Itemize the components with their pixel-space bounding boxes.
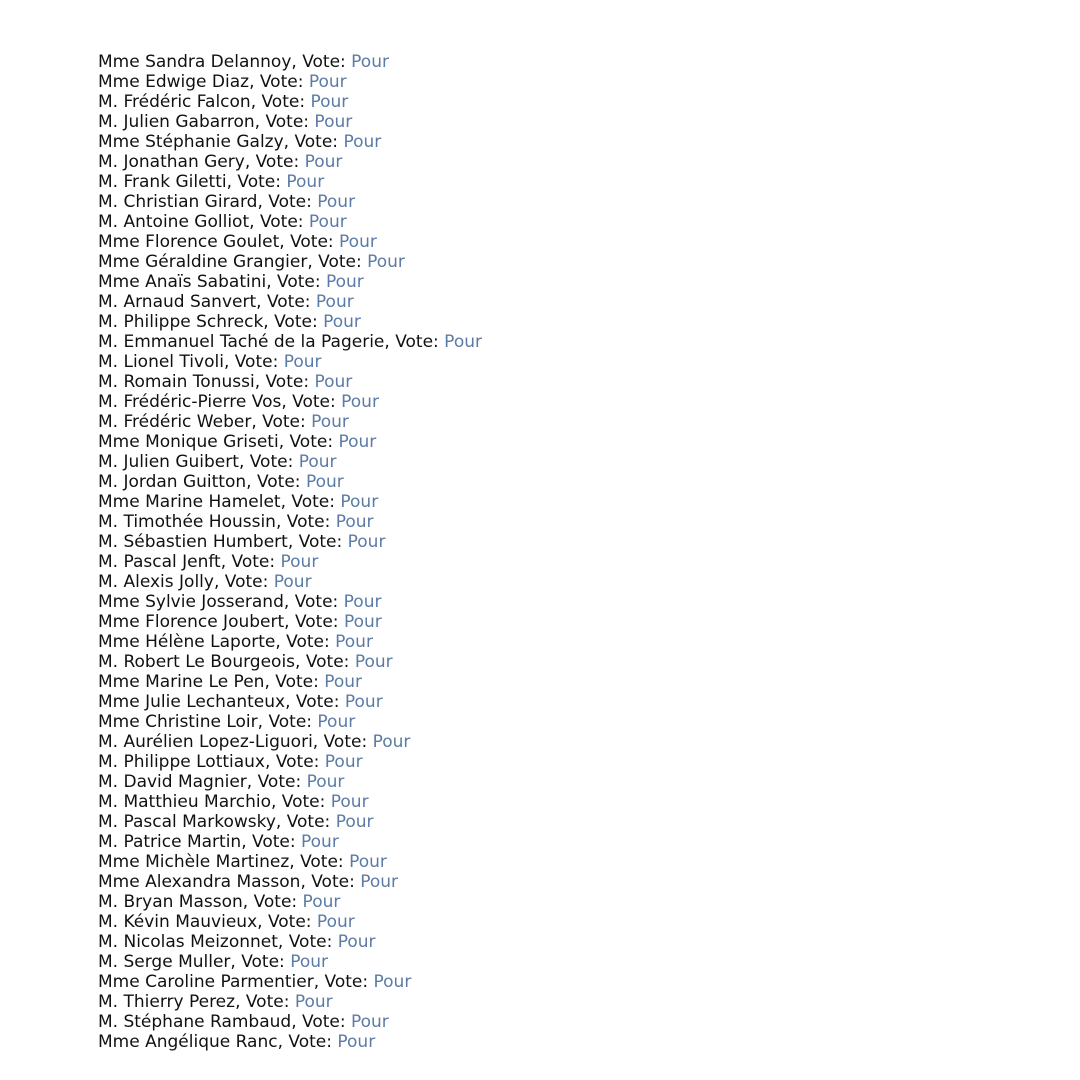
vote-label: Vote: [323, 732, 368, 752]
vote-row: Mme Marine Hamelet, Vote: Pour [98, 492, 379, 512]
vote-label: Vote: [286, 632, 330, 652]
deputy-name: Mme Florence Goulet [98, 232, 280, 252]
deputy-name: M. David Magnier [98, 772, 247, 792]
vote-row: M. Frank Giletti, Vote: Pour [98, 172, 325, 192]
vote-label: Vote: [291, 492, 335, 512]
vote-value: Pour [444, 332, 482, 352]
deputy-name: M. Christian Girard [98, 192, 258, 212]
vote-value: Pour [310, 92, 349, 112]
vote-label: Vote: [294, 592, 339, 612]
deputy-name: Mme Alexandra Masson [98, 872, 301, 892]
vote-row: M. Robert Le Bourgeois, Vote: Pour [98, 652, 393, 672]
vote-value: Pour [373, 972, 412, 992]
deputy-name: Mme Angélique Ranc [98, 1032, 278, 1052]
vote-row: Mme Hélène Laporte, Vote: Pour [98, 632, 373, 652]
vote-label: Vote: [292, 392, 336, 412]
deputy-name: M. Romain Tonussi [98, 372, 255, 392]
vote-row: M. Romain Tonussi, Vote: Pour [98, 372, 353, 392]
vote-label: Vote: [266, 292, 311, 312]
vote-value: Pour [343, 132, 382, 152]
vote-value: Pour [317, 192, 356, 212]
vote-label: Vote: [288, 1032, 332, 1052]
vote-row: M. Philippe Schreck, Vote: Pour [98, 312, 361, 332]
vote-row: Mme Michèle Martinez, Vote: Pour [98, 852, 387, 872]
vote-label: Vote: [294, 132, 339, 152]
vote-row: M. David Magnier, Vote: Pour [98, 772, 345, 792]
vote-label: Vote: [257, 772, 302, 792]
vote-row: M. Kévin Mauvieux, Vote: Pour [98, 912, 355, 932]
vote-value: Pour [343, 612, 382, 632]
vote-value: Pour [349, 852, 387, 872]
vote-value: Pour [298, 452, 337, 472]
deputy-name: M. Pascal Jenft [98, 552, 221, 572]
vote-row: M. Timothée Houssin, Vote: Pour [98, 512, 374, 532]
vote-row: Mme Christine Loir, Vote: Pour [98, 712, 356, 732]
vote-label: Vote: [259, 72, 304, 92]
vote-label: Vote: [265, 372, 310, 392]
vote-row: M. Emmanuel Taché de la Pagerie, Vote: Pour [98, 332, 482, 352]
vote-row: Mme Edwige Diaz, Vote: Pour [98, 72, 347, 92]
deputy-name: Mme Christine Loir [98, 712, 258, 732]
vote-value: Pour [337, 932, 376, 952]
vote-label: Vote: [305, 652, 350, 672]
vote-value: Pour [294, 992, 333, 1012]
deputy-name: M. Lionel Tivoli [98, 352, 224, 372]
vote-value: Pour [314, 112, 353, 132]
deputy-name: Mme Hélène Laporte [98, 632, 276, 652]
vote-row: Mme Angélique Ranc, Vote: Pour [98, 1032, 376, 1052]
deputy-name: Mme Sylvie Josserand [98, 592, 284, 612]
vote-label: Vote: [267, 912, 312, 932]
vote-row: M. Thierry Perez, Vote: Pour [98, 992, 333, 1012]
vote-value: Pour [283, 352, 322, 372]
vote-label: Vote: [281, 792, 326, 812]
vote-value: Pour [325, 272, 364, 292]
deputy-name: M. Philippe Schreck [98, 312, 264, 332]
vote-row: M. Jonathan Gery, Vote: Pour [98, 152, 343, 172]
vote-value: Pour [340, 492, 379, 512]
vote-label: Vote: [234, 352, 279, 372]
deputy-name: M. Robert Le Bourgeois [98, 652, 296, 672]
vote-value: Pour [324, 752, 363, 772]
vote-label: Vote: [302, 52, 346, 72]
vote-value: Pour [347, 532, 386, 552]
vote-label: Vote: [256, 472, 301, 492]
deputy-name: M. Jordan Guitton [98, 472, 247, 492]
vote-value: Pour [280, 552, 319, 572]
vote-row: M. Frédéric-Pierre Vos, Vote: Pour [98, 392, 379, 412]
vote-row: Mme Monique Griseti, Vote: Pour [98, 432, 377, 452]
vote-value: Pour [304, 152, 343, 172]
deputy-name: M. Emmanuel Taché de la Pagerie [98, 332, 385, 352]
vote-value: Pour [351, 52, 389, 72]
deputy-name: Mme Monique Griseti [98, 432, 279, 452]
vote-value: Pour [301, 832, 339, 852]
vote-row: Mme Caroline Parmentier, Vote: Pour [98, 972, 412, 992]
vote-row: M. Julien Gabarron, Vote: Pour [98, 112, 353, 132]
vote-label: Vote: [318, 252, 362, 272]
vote-value: Pour [335, 512, 374, 532]
deputy-name: M. Pascal Markowsky [98, 812, 276, 832]
vote-value: Pour [290, 952, 328, 972]
vote-label: Vote: [268, 712, 312, 732]
vote-value: Pour [341, 392, 379, 412]
deputy-name: Mme Julie Lechanteux [98, 692, 286, 712]
vote-value: Pour [286, 172, 325, 192]
deputy-name: M. Aurélien Lopez-Liguori [98, 732, 313, 752]
vote-label: Vote: [289, 432, 334, 452]
deputy-name: M. Nicolas Meizonnet [98, 932, 278, 952]
vote-value: Pour [343, 592, 382, 612]
deputy-name: Mme Florence Joubert [98, 612, 285, 632]
vote-value: Pour [338, 432, 377, 452]
vote-label: Vote: [288, 932, 333, 952]
vote-value: Pour [360, 872, 399, 892]
vote-label: Vote: [262, 412, 306, 432]
vote-value: Pour [315, 292, 354, 312]
vote-row: M. Bryan Masson, Vote: Pour [98, 892, 341, 912]
deputy-name: M. Frédéric-Pierre Vos [98, 392, 282, 412]
vote-value: Pour [308, 212, 347, 232]
deputy-name: M. Julien Guibert [98, 452, 239, 472]
vote-row: M. Philippe Lottiaux, Vote: Pour [98, 752, 363, 772]
vote-label: Vote: [231, 552, 276, 572]
vote-label: Vote: [224, 572, 269, 592]
vote-label: Vote: [265, 112, 310, 132]
deputy-name: M. Frédéric Weber [98, 412, 252, 432]
deputy-name: M. Antoine Golliot [98, 212, 250, 232]
deputy-name: M. Timothée Houssin [98, 512, 276, 532]
vote-value: Pour [316, 912, 355, 932]
vote-label: Vote: [253, 892, 298, 912]
deputy-name: M. Frédéric Falcon [98, 92, 251, 112]
vote-row: M. Julien Guibert, Vote: Pour [98, 452, 337, 472]
vote-label: Vote: [268, 192, 312, 212]
vote-row: M. Pascal Markowsky, Vote: Pour [98, 812, 374, 832]
vote-row: M. Sébastien Humbert, Vote: Pour [98, 532, 386, 552]
deputy-name: M. Matthieu Marchio [98, 792, 271, 812]
vote-label: Vote: [395, 332, 439, 352]
vote-row: M. Alexis Jolly, Vote: Pour [98, 572, 312, 592]
deputy-name: M. Julien Gabarron [98, 112, 255, 132]
vote-row: Mme Marine Le Pen, Vote: Pour [98, 672, 363, 692]
vote-value: Pour [324, 672, 363, 692]
vote-row: M. Nicolas Meizonnet, Vote: Pour [98, 932, 376, 952]
vote-label: Vote: [302, 1012, 346, 1032]
deputy-name: Mme Anaïs Sabatini [98, 272, 267, 292]
vote-row: M. Matthieu Marchio, Vote: Pour [98, 792, 369, 812]
vote-row: M. Arnaud Sanvert, Vote: Pour [98, 292, 354, 312]
deputy-name: M. Kévin Mauvieux [98, 912, 258, 932]
deputy-name: M. Bryan Masson [98, 892, 243, 912]
vote-value: Pour [335, 812, 374, 832]
vote-row: M. Antoine Golliot, Vote: Pour [98, 212, 347, 232]
vote-value: Pour [308, 72, 347, 92]
vote-row: M. Jordan Guitton, Vote: Pour [98, 472, 344, 492]
vote-value: Pour [323, 312, 361, 332]
vote-row: Mme Géraldine Grangier, Vote: Pour [98, 252, 405, 272]
vote-row: Mme Florence Goulet, Vote: Pour [98, 232, 377, 252]
vote-label: Vote: [249, 452, 294, 472]
deputy-name: Mme Marine Le Pen [98, 672, 265, 692]
vote-label: Vote: [237, 172, 281, 192]
vote-value: Pour [302, 892, 341, 912]
vote-label: Vote: [324, 972, 369, 992]
deputy-name: M. Arnaud Sanvert [98, 292, 257, 312]
vote-list [98, 52, 482, 1052]
vote-row: Mme Stéphanie Galzy, Vote: Pour [98, 132, 382, 152]
vote-label: Vote: [275, 672, 319, 692]
deputy-name: M. Frank Giletti [98, 172, 227, 192]
deputy-name: M. Alexis Jolly [98, 572, 214, 592]
vote-value: Pour [354, 652, 393, 672]
deputy-name: Mme Caroline Parmentier [98, 972, 314, 992]
vote-row: M. Serge Muller, Vote: Pour [98, 952, 328, 972]
vote-value: Pour [311, 412, 349, 432]
vote-row: M. Patrice Martin, Vote: Pour [98, 832, 339, 852]
vote-label: Vote: [255, 152, 300, 172]
vote-row: Mme Sylvie Josserand, Vote: Pour [98, 592, 382, 612]
vote-row: Mme Julie Lechanteux, Vote: Pour [98, 692, 383, 712]
vote-value: Pour [306, 772, 345, 792]
deputy-name: M. Patrice Martin [98, 832, 242, 852]
vote-value: Pour [337, 1032, 376, 1052]
vote-value: Pour [317, 712, 356, 732]
deputy-name: Mme Marine Hamelet [98, 492, 281, 512]
vote-label: Vote: [245, 992, 290, 1012]
deputy-name: M. Serge Muller [98, 952, 231, 972]
vote-row: M. Stéphane Rambaud, Vote: Pour [98, 1012, 389, 1032]
deputy-name: M. Thierry Perez [98, 992, 236, 1012]
deputy-name: M. Jonathan Gery [98, 152, 245, 172]
vote-row: M. Frédéric Weber, Vote: Pour [98, 412, 349, 432]
deputy-name: Mme Géraldine Grangier [98, 252, 308, 272]
vote-row: M. Frédéric Falcon, Vote: Pour [98, 92, 349, 112]
vote-label: Vote: [261, 92, 306, 112]
vote-value: Pour [314, 372, 353, 392]
vote-label: Vote: [311, 872, 355, 892]
vote-label: Vote: [241, 952, 285, 972]
vote-label: Vote: [290, 232, 334, 252]
vote-row: M. Aurélien Lopez-Liguori, Vote: Pour [98, 732, 411, 752]
vote-label: Vote: [252, 832, 296, 852]
vote-label: Vote: [294, 612, 339, 632]
vote-value: Pour [305, 472, 344, 492]
deputy-name: M. Stéphane Rambaud [98, 1012, 292, 1032]
vote-label: Vote: [295, 692, 340, 712]
vote-value: Pour [335, 632, 373, 652]
vote-row: Mme Sandra Delannoy, Vote: Pour [98, 52, 389, 72]
vote-value: Pour [273, 572, 312, 592]
deputy-name: Mme Edwige Diaz [98, 72, 250, 92]
vote-value: Pour [330, 792, 369, 812]
deputy-name: M. Philippe Lottiaux [98, 752, 265, 772]
vote-value: Pour [372, 732, 411, 752]
vote-row: Mme Anaïs Sabatini, Vote: Pour [98, 272, 364, 292]
vote-value: Pour [350, 1012, 389, 1032]
vote-label: Vote: [286, 812, 331, 832]
vote-value: Pour [339, 232, 377, 252]
deputy-name: Mme Michèle Martinez [98, 852, 290, 872]
vote-label: Vote: [259, 212, 304, 232]
vote-label: Vote: [275, 752, 320, 772]
vote-value: Pour [367, 252, 405, 272]
deputy-name: Mme Stéphanie Galzy [98, 132, 284, 152]
vote-label: Vote: [286, 512, 331, 532]
vote-row: M. Pascal Jenft, Vote: Pour [98, 552, 319, 572]
vote-label: Vote: [298, 532, 343, 552]
vote-row: Mme Alexandra Masson, Vote: Pour [98, 872, 399, 892]
deputy-name: M. Sébastien Humbert [98, 532, 288, 552]
vote-label: Vote: [300, 852, 344, 872]
vote-value: Pour [344, 692, 383, 712]
vote-row: M. Christian Girard, Vote: Pour [98, 192, 356, 212]
vote-row: M. Lionel Tivoli, Vote: Pour [98, 352, 322, 372]
vote-row: Mme Florence Joubert, Vote: Pour [98, 612, 382, 632]
deputy-name: Mme Sandra Delannoy [98, 52, 292, 72]
vote-label: Vote: [274, 312, 318, 332]
vote-label: Vote: [277, 272, 321, 292]
